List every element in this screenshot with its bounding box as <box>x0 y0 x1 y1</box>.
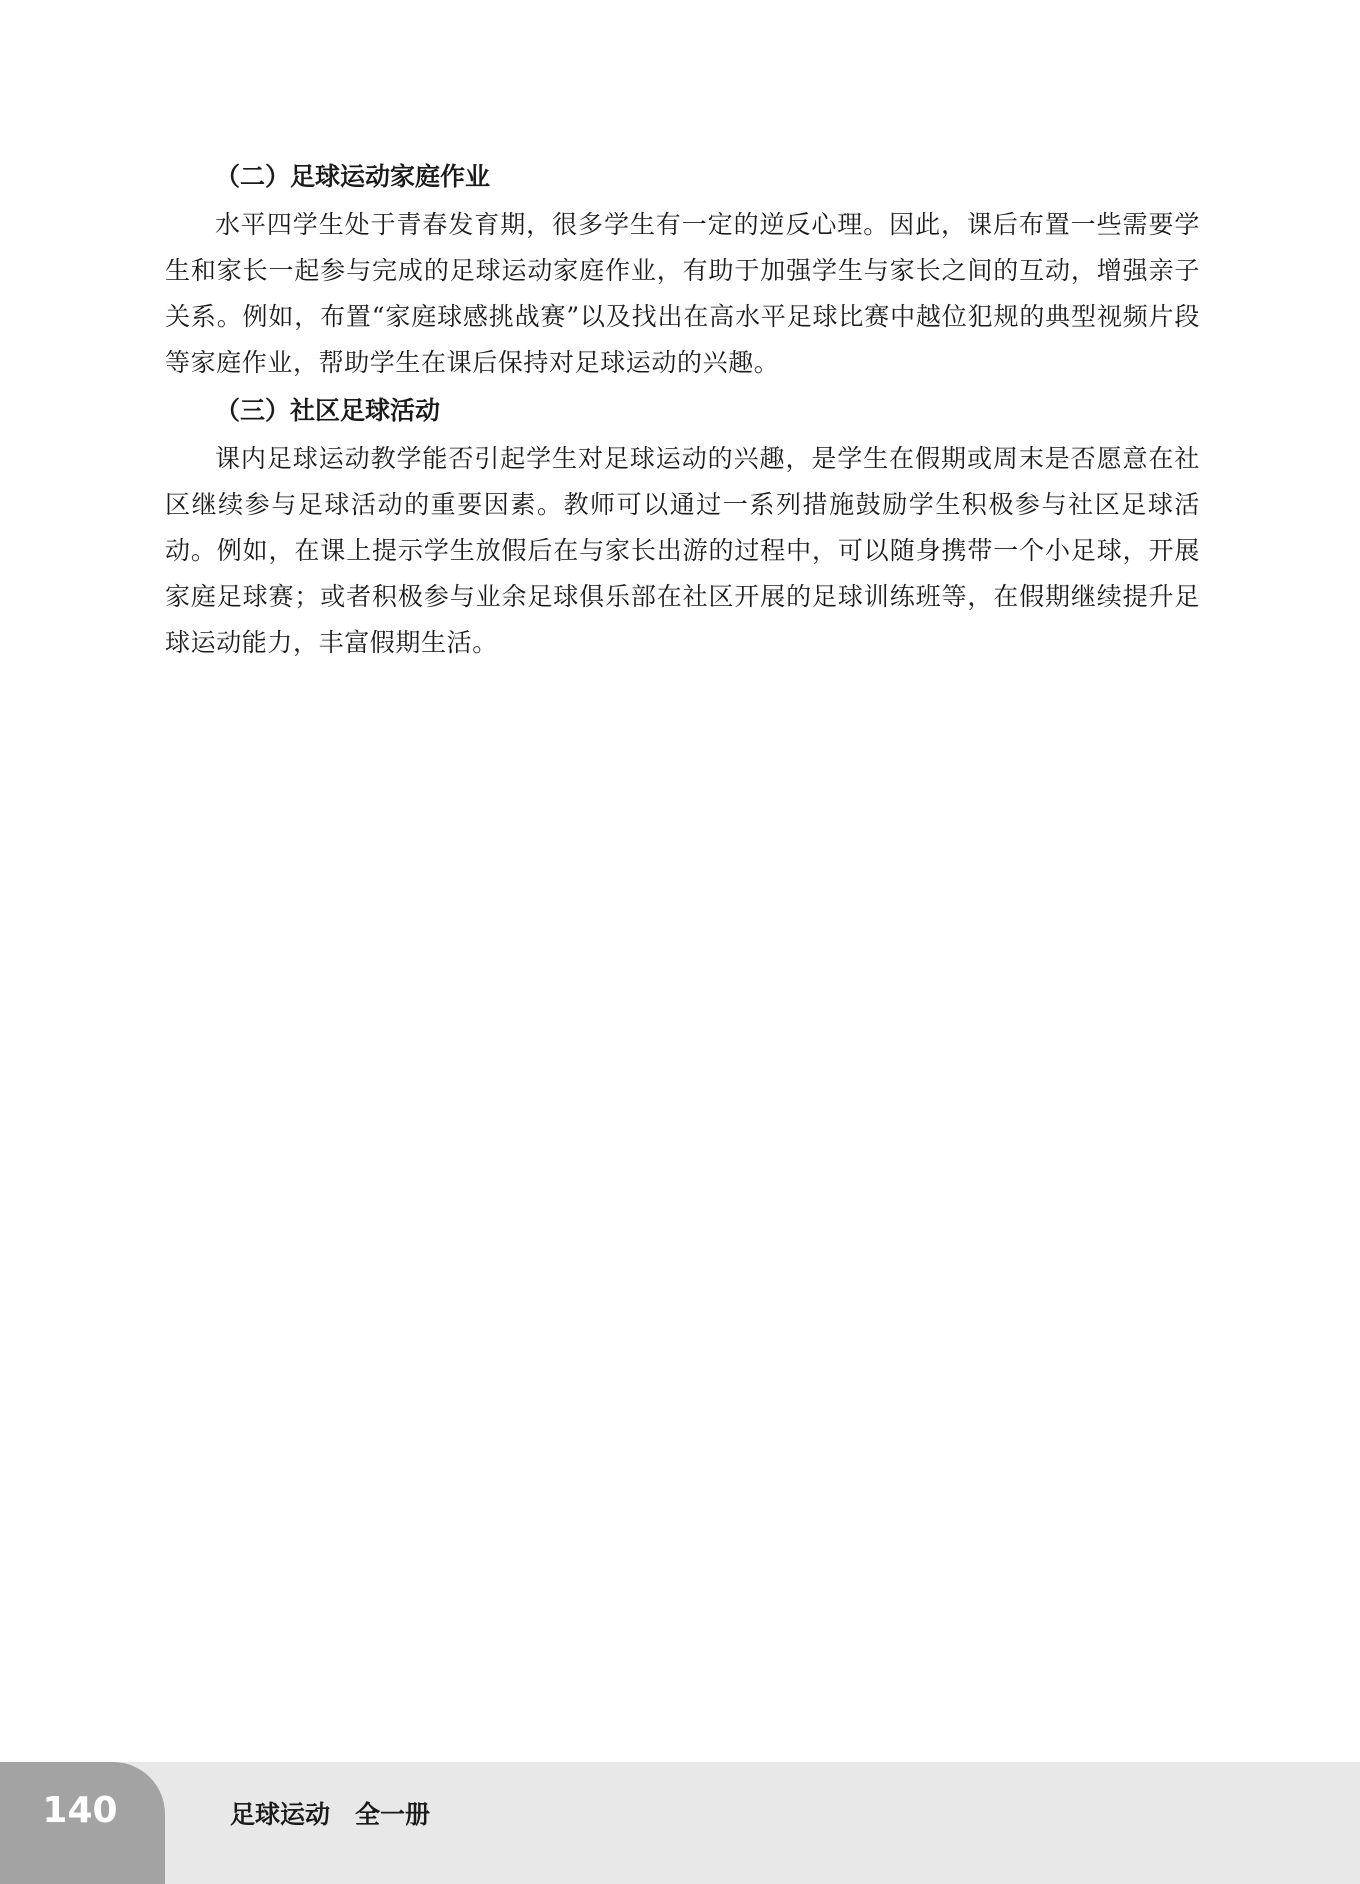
page-number: 140 <box>42 1790 118 1831</box>
section-paragraph-community: 课内足球运动教学能否引起学生对足球运动的兴趣，是学生在假期或周末是否愿意在社区继续参与足球活动的重要因素。教师可以通过一系列措施鼓励学生积极参与社区足球活动。例如，在课上提示学生放假后在与家长出游的过程中，可以随身携带一个小足球，开展家庭足球赛；或者积极参与业余足球俱乐部在社区开展的足球训练班等，在假期继续提升足球运动能力，丰富假期生活。 <box>165 444 1200 657</box>
section-paragraph-homework: 水平四学生处于青春发育期，很多学生有一定的逆反心理。因此，课后布置一些需要学生和家长一起参与完成的足球运动家庭作业，有助于加强学生与家长之间的互动，增强亲子关系。例如，布置“家庭球感挑战赛”以及找出在高水平足球比赛中越位犯规的典型视频片段等家庭作业，帮助学生在课后保持对足球运动的兴趣。 <box>165 210 1200 377</box>
page-footer <box>0 1762 1360 1884</box>
page-number-tab <box>0 1762 165 1884</box>
page-content <box>165 152 1200 666</box>
section-heading-homework: （二）足球运动家庭作业 <box>215 162 491 191</box>
book-title: 足球运动 全一册 <box>230 1800 431 1829</box>
section-heading-community: （三）社区足球活动 <box>215 396 441 425</box>
